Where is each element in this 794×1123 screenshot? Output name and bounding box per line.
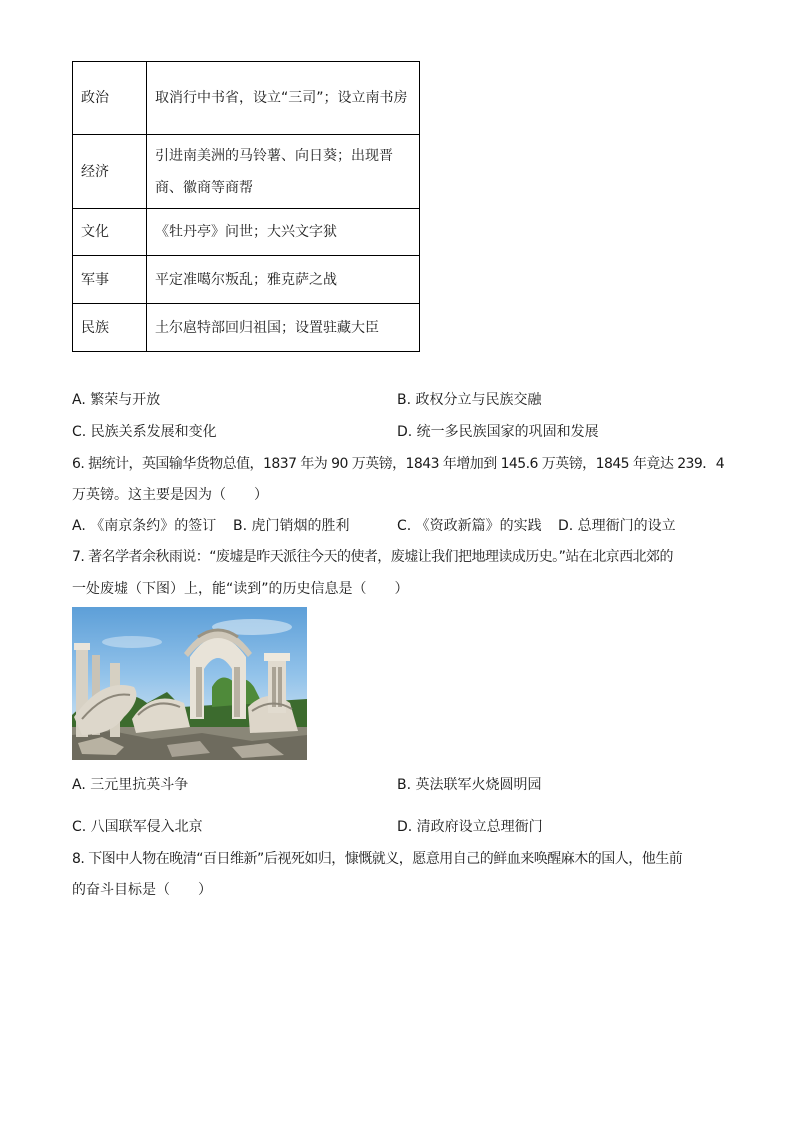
q6-stem-line1: 6. 据统计，英国输华货物总值，1837 年为 90 万英镑，1843 年增加到 145.6 万英镑，1845 年竟达 239．4	[72, 456, 725, 472]
q7-stem-line2: 一处废墟（下图）上，能“读到”的历史信息是（ ）	[72, 581, 409, 597]
table-row	[73, 304, 420, 352]
row-text: 引进南美洲的马铃薯、向日葵；出现晋商、徽商等商帮	[147, 135, 420, 209]
table-row	[73, 135, 420, 209]
row-label: 文化	[73, 209, 147, 256]
row-label: 政治	[73, 62, 147, 135]
row-text: 《牡丹亭》问世；大兴文字狱	[147, 209, 420, 256]
q6-option-c[interactable]: C. 《资政新篇》的实践	[397, 518, 542, 534]
row-text: 取消行中书省，设立“三司”；设立南书房	[147, 62, 420, 135]
ruins-photo	[72, 607, 307, 760]
q5-option-c[interactable]: C. 民族关系发展和变化	[72, 424, 217, 440]
q6-option-a[interactable]: A. 《南京条约》的签订	[72, 518, 217, 534]
q6-option-d[interactable]: D. 总理衙门的设立	[558, 518, 676, 534]
table-row	[73, 62, 420, 135]
row-text: 平定准噶尔叛乱；雅克萨之战	[147, 256, 420, 304]
q8-stem-line1: 8. 下图中人物在晚清“百日维新”后视死如归，慷慨就义，愿意用自己的鲜血来唤醒麻木的国人，他生前	[72, 851, 683, 867]
row-label: 经济	[73, 135, 147, 209]
q6-stem-line2: 万英镑。这主要是因为（ ）	[72, 487, 268, 503]
q8-stem-line2: 的奋斗目标是（ ）	[72, 882, 212, 898]
row-label: 军事	[73, 256, 147, 304]
q5-option-b[interactable]: B. 政权分立与民族交融	[397, 392, 542, 408]
table-row	[73, 209, 420, 256]
row-text: 土尔扈特部回归祖国；设置驻藏大臣	[147, 304, 420, 352]
q7-option-d[interactable]: D. 清政府设立总理衙门	[397, 819, 543, 835]
history-summary-table	[72, 61, 420, 352]
q7-stem-line1: 7. 著名学者余秋雨说：“废墟是昨天派往今天的使者，废墟让我们把地理读成历史。”站在北京西北郊的	[72, 549, 673, 565]
table-row	[73, 256, 420, 304]
q7-option-b[interactable]: B. 英法联军火烧圆明园	[397, 777, 542, 793]
row-label: 民族	[73, 304, 147, 352]
q5-option-a[interactable]: A. 繁荣与开放	[72, 392, 161, 408]
q7-option-c[interactable]: C. 八国联军侵入北京	[72, 819, 203, 835]
q6-option-b[interactable]: B. 虎门销烟的胜利	[233, 518, 350, 534]
q5-option-d[interactable]: D. 统一多民族国家的巩固和发展	[397, 424, 599, 440]
q7-option-a[interactable]: A. 三元里抗英斗争	[72, 777, 189, 793]
